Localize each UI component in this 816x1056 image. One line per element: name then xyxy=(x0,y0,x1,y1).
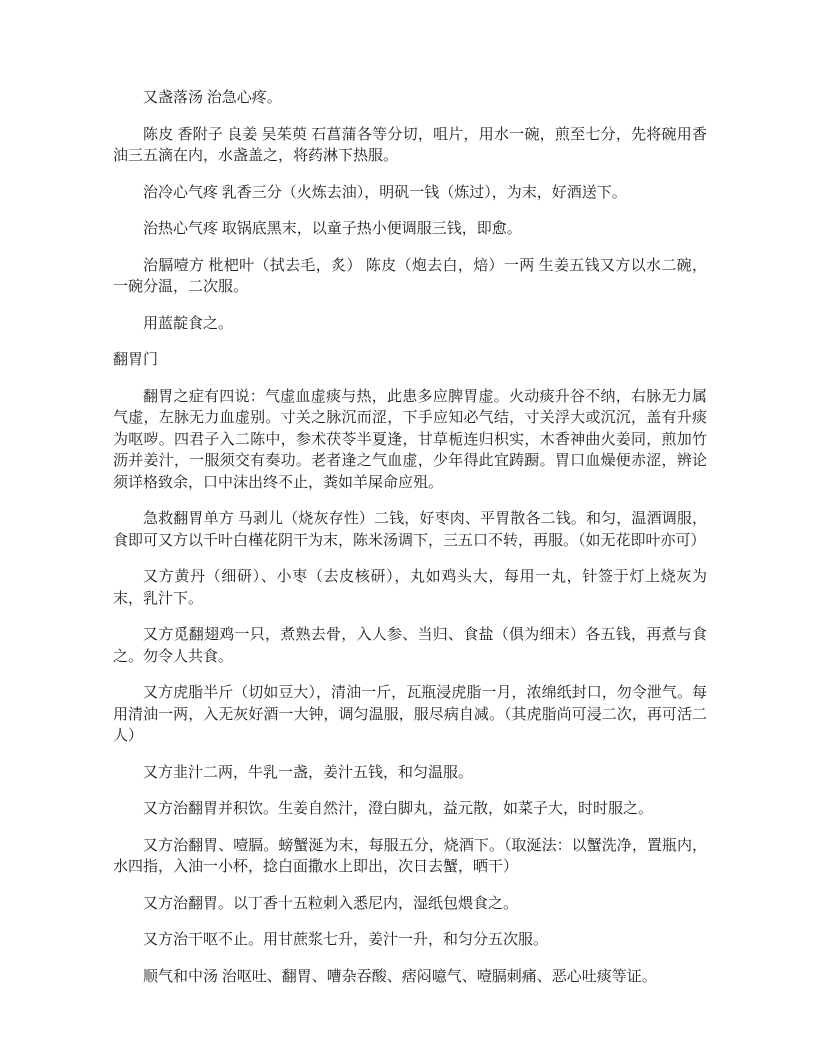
paragraph: 又方虎脂半斤（切如豆大），清油一斤，瓦瓶浸虎脂一月，浓绵纸封口，勿令泄气。每用清油一两，入无灰好酒一大钟，调匀温服，服尽病自减。（其虎脂尚可浸二次，再可活二人） xyxy=(113,685,707,744)
paragraph: 翻胃之症有四说：气虚血虚痰与热，此患多应脾胃虚。火动痰升谷不纳，右脉无力属气虚，左脉无力血虚别。寸关之脉沉而涩，下手应知必气结，寸关浮大或沉沉，盖有升痰为呕哕。四君子入二陈中，参术茯苓半夏逢，甘草栀连归枳实，木香神曲火姜同，煎加竹沥并姜汁，一服须交有奏功。老者逢之气血虚，少年得此宜踌蹰。胃口血燥便赤涩，辨论须详格致余，口中沫出终不止，粪如羊屎命应殂。 xyxy=(113,388,707,491)
paragraph: 又盏落汤 治急心疼。 xyxy=(143,90,282,106)
paragraph: 又方治翻胃、噎膈。螃蟹涎为末，每服五分，烧酒下。（取涎法：以蟹洗净，置瓶内，水四指，入油一小杯，捻白面撒水上即出，次日去蟹，晒干） xyxy=(113,837,707,875)
section-heading: 翻胃门 xyxy=(113,352,159,368)
paragraph: 顺气和中汤 治呕吐、翻胃、嘈杂吞酸、痞闷噫气、噎膈刺痛、恶心吐痰等证。 xyxy=(143,968,657,985)
paragraph: 治热心气疼 取锅底黑末，以童子热小便调服三钱，即愈。 xyxy=(143,221,522,237)
paragraph: 又方韭汁二两，牛乳一盏，姜汁五钱，和匀温服。 xyxy=(143,764,474,781)
paragraph: 又方黄丹（细研）、小枣（去皮核研），丸如鸡头大，每用一丸，针签于灯上烧灰为末，乳汁下。 xyxy=(113,569,707,607)
paragraph: 陈皮 香附子 良姜 吴茱萸 石菖蒲各等分切，咀片，用水一碗，煎至七分，先将碗用香油三五滴在内，水盏盖之，将药淋下热服。 xyxy=(113,126,707,164)
paragraph: 急救翻胃单方 马剥儿（烧灰存性）二钱，好枣肉、平胃散各二钱。和匀，温酒调服，食即可又方以千叶白槿花阴干为末，陈米汤调下，三五口不转，再服。（如无花即叶亦可） xyxy=(113,511,707,549)
paragraph: 又方觅翻翅鸡一只，煮熟去骨，入人参、当归、食盐（俱为细末）各五钱，再煮与食之。勿令人共食。 xyxy=(113,627,707,665)
paragraph: 治膈噎方 枇杷叶（拭去毛，炙） 陈皮（炮去白，焙）一两 生姜五钱又方以水二碗，一碗分温，二次服。 xyxy=(113,257,707,295)
text-content xyxy=(113,88,707,1003)
paragraph: 又方治翻胃。以丁香十五粒刺入悉尼内，湿纸包煨食之。 xyxy=(143,895,519,912)
paragraph: 用蓝靛食之。 xyxy=(143,315,234,332)
paragraph: 又方治干呕不止。用甘蔗浆七升，姜汁一升，和匀分五次服。 xyxy=(143,932,549,948)
paragraph: 治冷心气疼 乳香三分（火炼去油），明矾一钱（炼过），为末，好酒送下。 xyxy=(143,184,627,201)
paragraph: 又方治翻胃并积饮。生姜自然汁，澄白脚丸，益元散，如菜子大，时时服之。 xyxy=(143,801,654,817)
